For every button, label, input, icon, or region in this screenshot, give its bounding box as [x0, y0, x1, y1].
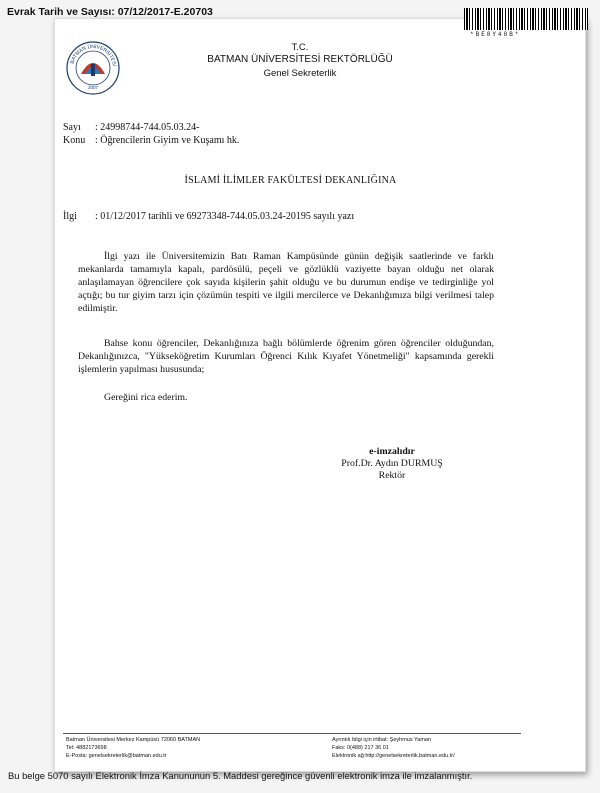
footer-divider	[63, 733, 521, 734]
body-paragraph-3: Gereğini rica ederim.	[104, 392, 188, 403]
logo-text: BATMAN ÜNİVERSİTESİ	[69, 43, 117, 67]
university-logo	[65, 40, 121, 96]
konu-value: : Öğrencilerin Giyim ve Kuşamı hk.	[95, 135, 240, 146]
letterhead-university: BATMAN ÜNİVERSİTESİ REKTÖRLÜĞÜ	[207, 54, 393, 65]
recipient: İSLAMİ İLİMLER FAKÜLTESİ DEKANLIĞINA	[184, 175, 397, 186]
barcode	[464, 8, 588, 30]
barcode-number: *BE8Y48B*	[470, 31, 521, 38]
footer-fax: Faks: 0(488) 217 36 01	[332, 745, 389, 751]
sayi-row	[63, 122, 199, 133]
letterhead-tc: T.C.	[291, 42, 309, 53]
footer-email[interactable]: E-Posta: genelsekreterlik@batman.edu.tr	[66, 753, 167, 759]
letterhead-department: Genel Sekreterlik	[263, 68, 337, 79]
e-signature-note: Bu belge 5070 sayılı Elektronik İmza Kanununun 5. Maddesi gereğince güvenli elektronik imza ile imzalanmıştır.	[8, 770, 473, 781]
body-paragraph-1: İlgi yazı ile Üniversitemizin Batı Raman Kampüsünde günün değişik saatlerinde ve farklı mekanlarda tamamıyla kapalı, pardösülü, peçeli ve gözlüklü vaziyette bayan olduğu net olarak anlaşılamayan öğrencilere çok sayıda kişilerin şahit olduğu ve bu durumun endişe ve tedirginliğe yol açtığı; bu tur giyim tarzı için çözümün tespiti ve ilgili mercilerce ve Dekanlığımıza bilgi verilmesi talep edilmiştir.	[78, 251, 494, 314]
footer-address: Batman Üniversitesi Merkez Kampüsü 72060 BATMAN	[66, 737, 201, 743]
konu-label: Konu	[63, 135, 86, 146]
document-stamp: Evrak Tarih ve Sayısı: 07/12/2017-E.20703	[7, 6, 213, 18]
signature-status: e-imzalıdır	[369, 446, 415, 457]
sayi-value: : 24998744-744.05.03.24-	[95, 122, 200, 133]
signature-title: Rektör	[378, 470, 406, 481]
ilgi-row	[63, 211, 354, 222]
ilgi-value: : 01/12/2017 tarihli ve 69273348-744.05.03.24-20195 sayılı yazı	[95, 211, 355, 222]
ilgi-label: İlgi	[63, 211, 77, 222]
footer-web-link[interactable]: Elektronik ağ:http://genelsekreterlik.batman.edu.tr/	[332, 753, 455, 759]
sayi-label: Sayı	[63, 122, 81, 133]
konu-row	[63, 135, 239, 146]
body-paragraph-2: Bahse konu öğrenciler, Dekanlığınıza bağlı bölümlerde öğrenim gören öğrenciler olduğundan, Dekanlığınızca, "Yükseköğretim Kurumları Öğrenci Kılık Kıyafet Yönetmeliği" kapsamında gerekli işlemlerin yapılması hususunda;	[78, 338, 494, 375]
footer-contact: Ayrıntılı bilgi için irtibat: Şeyhmus Yaman	[332, 737, 432, 743]
signature-name: Prof.Dr. Aydın DURMUŞ	[341, 458, 443, 469]
logo-year: 2007	[87, 85, 99, 90]
footer-tel: Tel: 4882173698	[66, 745, 107, 751]
